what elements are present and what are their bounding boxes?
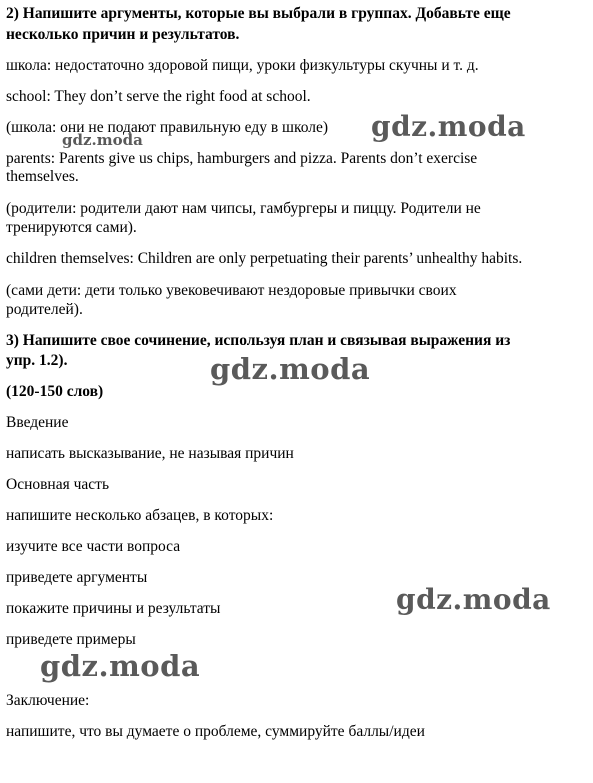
- main-part-item-1: изучите все части вопроса: [6, 538, 181, 555]
- watermark-logo: gdz.moda: [371, 110, 526, 143]
- parents-en-line-2: themselves.: [6, 168, 79, 185]
- main-part-item-4: приведете примеры: [6, 631, 136, 648]
- school-ru-line: школа: недостаточно здоровой пищи, уроки физкультуры скучны и т. д.: [6, 57, 479, 74]
- word-count-line: (120-150 слов): [6, 383, 104, 400]
- children-en-line: children themselves: Children are only perpetuating their parents’ unhealthy habits.: [6, 250, 523, 267]
- task-2-heading-line-2: несколько причин и результатов.: [6, 26, 240, 43]
- main-part-heading: Основная часть: [6, 476, 110, 493]
- task-2-heading-line-1: 2) Напишите аргументы, которые вы выбрали в группах. Добавьте еще: [6, 5, 511, 22]
- task-3-heading-line-1: 3) Напишите свое сочинение, используя план и связывая выражения из: [6, 332, 511, 349]
- introduction-heading: Введение: [6, 414, 69, 431]
- conclusion-text: напишите, что вы думаете о проблеме, суммируйте баллы/идеи: [6, 723, 425, 740]
- children-translation-line-1: (сами дети: дети только увековечивают нездоровые привычки своих: [6, 282, 457, 299]
- conclusion-heading: Заключение:: [6, 692, 90, 709]
- school-translation-line: (школа: они не подают правильную еду в школе): [6, 119, 329, 136]
- school-en-line: school: They don’t serve the right food at school.: [6, 88, 311, 105]
- watermark-logo: gdz.moda: [62, 131, 143, 149]
- watermark-logo: gdz.moda: [40, 649, 201, 683]
- watermark-logo: gdz.moda: [396, 583, 551, 616]
- children-translation-line-2: родителей).: [6, 301, 83, 318]
- task-3-heading-line-2: упр. 1.2).: [6, 352, 68, 369]
- parents-translation-line-1: (родители: родители дают нам чипсы, гамбургеры и пиццу. Родители не: [6, 200, 481, 217]
- parents-en-line-1: parents: Parents give us chips, hamburgers and pizza. Parents don’t exercise: [6, 150, 478, 167]
- main-part-item-3: покажите причины и результаты: [6, 600, 221, 617]
- introduction-text: написать высказывание, не называя причин: [6, 445, 294, 462]
- watermark-logo: gdz.moda: [210, 352, 371, 386]
- main-part-text: напишите несколько абзацев, в которых:: [6, 507, 274, 524]
- main-part-item-2: приведете аргументы: [6, 569, 148, 586]
- parents-translation-line-2: тренируются сами).: [6, 219, 137, 236]
